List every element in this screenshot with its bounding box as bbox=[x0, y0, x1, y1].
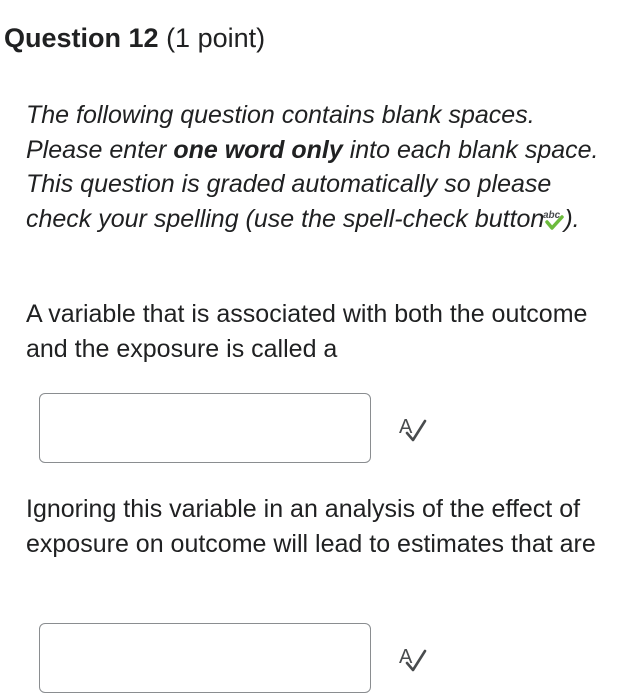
question-header bbox=[4, 20, 265, 56]
instructions-text-1: The following question contains blank spaces. Please enter bbox=[26, 101, 535, 164]
blank-prompt-1: A variable that is associated with both the outcome and the exposure is called a bbox=[26, 300, 588, 363]
svg-text:A: A bbox=[399, 646, 413, 668]
spell-check-icon bbox=[395, 641, 429, 675]
blank-answer-input-2[interactable] bbox=[39, 623, 371, 693]
question-title: Question 12 bbox=[4, 23, 159, 53]
blank-prompt-2: Ignoring this variable in an analysis of the effect of exposure on outcome will lead to estimates that are bbox=[26, 495, 596, 558]
spell-check-button-2[interactable] bbox=[392, 638, 432, 678]
svg-text:A: A bbox=[399, 416, 413, 438]
inline-spell-icon-letters: abc bbox=[543, 209, 561, 221]
inline-spell-check-icon bbox=[542, 209, 564, 229]
instructions-emphasis: one word only bbox=[173, 135, 343, 164]
instructions-text-3: ). bbox=[564, 204, 580, 233]
spell-check-icon bbox=[395, 411, 429, 445]
spell-check-button-1[interactable] bbox=[392, 408, 432, 448]
question-instructions bbox=[26, 98, 616, 236]
blank-answer-input-1[interactable] bbox=[39, 393, 371, 463]
instructions-text-2: into each blank space. This question is graded automatically so please check your spelling (use the spell-check button bbox=[26, 135, 599, 233]
question-points: (1 point) bbox=[166, 23, 266, 53]
